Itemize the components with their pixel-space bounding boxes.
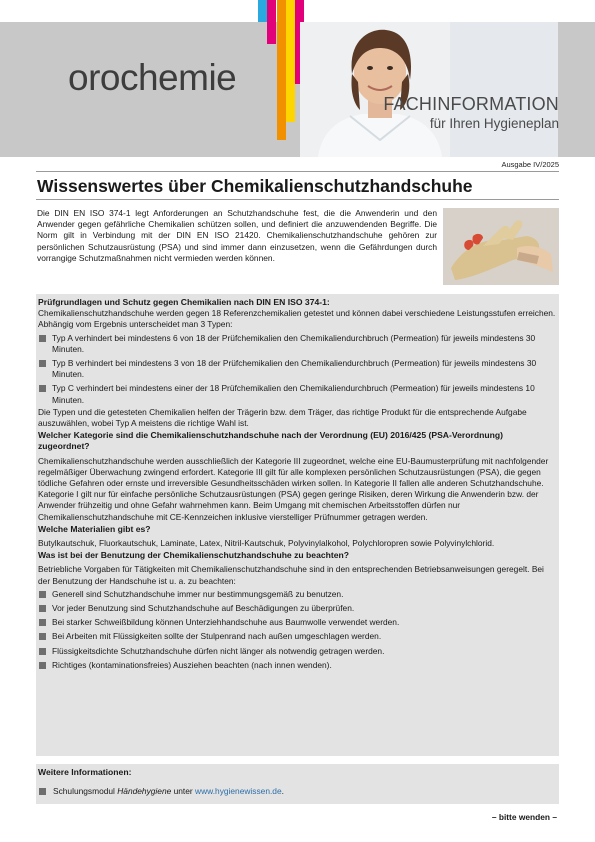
issue-label: Ausgabe IV/2025 [501,160,559,169]
list-item: Richtiges (kontaminationsfreies) Ausziehen beachten (nach innen wenden). [38,660,556,671]
list-item: Generell sind Schutzhandschuhe immer nur bestimmungsgemäß zu benutzen. [38,589,556,600]
list-item: Typ A verhindert bei mindestens 6 von 18 der Prüfchemikalien den Chemikaliendurchbruch (Permeation) für jeweils mindestens 30 Minuten. [38,333,556,355]
brand-stripe-blue [258,0,267,22]
list-item: Bei Arbeiten mit Flüssigkeiten sollte der Stulpenrand nach außen umgeschlagen werden. [38,631,556,642]
title-line-1: FACHINFORMATION [383,94,559,114]
brand-stripe-yellow [286,0,295,122]
list-item: Vor jeder Benutzung sind Schutzhandschuhe auf Beschädigungen zu überprüfen. [38,603,556,614]
intro-paragraph: Die DIN EN ISO 374-1 legt Anforderungen an Schutzhandschuhe fest, die die Anwenderin und den Anwender gegen gefährliche Chemikalien schützen sollen, und definiert die anzuwendenden Begriffe. Die Norm gilt in Verbindung mit der DIN EN ISO 21420. Chemikalienschutzhandschuhe gehören zur persönlichen Schutzausrüstung (PSA) und sind immer dann einzusetzen, wenn die Gefährdungen durch vorrangige Schutzmaßnahmen nicht vermieden werden können. [37,208,437,263]
further-info-suffix: . [281,786,284,796]
section3-text: Butylkautschuk, Fluorkautschuk, Laminate, Latex, Nitril-Kautschuk, Polyvinylalkohol, Polychloropren sowie Polyvinylchlorid. [38,538,495,549]
fachinformation-title [383,94,559,131]
section1-heading: Prüfgrundlagen und Schutz gegen Chemikalien nach DIN EN ISO 374-1: [38,297,330,307]
section4-heading: Was ist bei der Benutzung der Chemikalienschutzhandschuhe zu beachten? [38,550,350,561]
divider-title [36,199,559,200]
further-info-item [38,786,556,796]
list-item: Bei starker Schweißbildung können Unterziehhandschuhe aus Baumwolle verwendet werden. [38,617,556,628]
section1-text: Chemikalienschutzhandschuhe werden gegen 18 Referenzchemikalien getestet und können dabei verschiedene Leistungsstufen erreichen. Abhängig vom Ergebnis unterscheidet man 3 Typen: [38,308,556,330]
bullet-square-icon [39,788,46,795]
list-item: Flüssigkeitsdichte Schutzhandschuhe dürfen nicht länger als notwendig getragen werden. [38,646,556,657]
gloves-photo [443,208,559,285]
divider-top [36,171,559,172]
section1-after: Die Typen und die getesteten Chemikalien helfen der Trägerin bzw. dem Träger, das richtige Produkt für die entsprechende Aufgabe auszuwählen, wobei Typ A meistens die richtige Wahl ist. [38,406,527,429]
further-info-prefix: Schulungsmodul [53,786,115,796]
further-info-heading: Weitere Informationen: [38,767,132,777]
section1-list [38,333,556,406]
section2-heading: Welcher Kategorie sind die Chemikalienschutzhandschuhe nach der Verordnung (EU) 2016/425 (PSA-Verordnung) zugeordnet? [38,430,503,452]
section2-text: Chemikalienschutzhandschuhe werden ausschließlich der Kategorie III zugeordnet, welche eine EU-Baumusterprüfung mit nachfolgender regelmäßiger Überwachung zwingend erfordert. Kategorie III gilt für alle komplexen persönlichen Schutzausrüstungen (PSA), die gegen tödliche Gefahren oder ernste und irreversible Gesundheitsschäden wirken sollen. In Kategorie II fallen alle anderen Schutzhandschuhe. Kategorie I gilt nur für einfache persönliche Schutzausrüstungen (PSA) gegen geringe Risiken, deren Wirkung die Anwenderin bzw. der Anwender frühzeitig und ohne Gefahr wahrnehmen kann. Beim Umgang mit chemischen Arbeitsstoffen dürfen nur Chemikalienschutzhandschuhe mit CE-Kennzeichen inklusive vierstelliger Prüfnummer getragen werden. [38,455,549,522]
section3-heading: Welche Materialien gibt es? [38,523,151,534]
page-title: Wissenswertes über Chemikalienschutzhandschuhe [37,176,473,196]
turn-page-note: – bitte wenden – [491,812,557,822]
further-info-module: Händehygiene [117,786,172,796]
list-item: Typ B verhindert bei mindestens 3 von 18 der Prüfchemikalien den Chemikaliendurchbruch (Permeation) für jeweils mindestens 30 Minuten. [38,358,556,380]
section4-text: Betriebliche Vorgaben für Tätigkeiten mit Chemikalienschutzhandschuhe sind in den entsprechenden Betriebsanweisungen geregelt. Bei der Benutzung der Handschuhe ist u. a. zu beachten: [38,564,544,586]
title-line-2: für Ihren Hygieneplan [429,116,559,131]
hygienewissen-link[interactable]: www.hygienewissen.de [195,786,282,796]
content-sections [38,297,556,674]
list-item: Typ C verhindert bei mindestens einer der 18 Prüfchemikalien den Chemikaliendurchbruch (Permeation) für jeweils mindestens 10 Minuten. [38,383,556,405]
brand-stripe-orange [277,0,286,140]
brand-stripe-magenta [267,0,276,44]
orochemie-logo: orochemie [68,57,237,98]
header-photo [300,22,558,157]
section4-list [38,589,556,671]
further-info-mid: unter [173,786,193,796]
